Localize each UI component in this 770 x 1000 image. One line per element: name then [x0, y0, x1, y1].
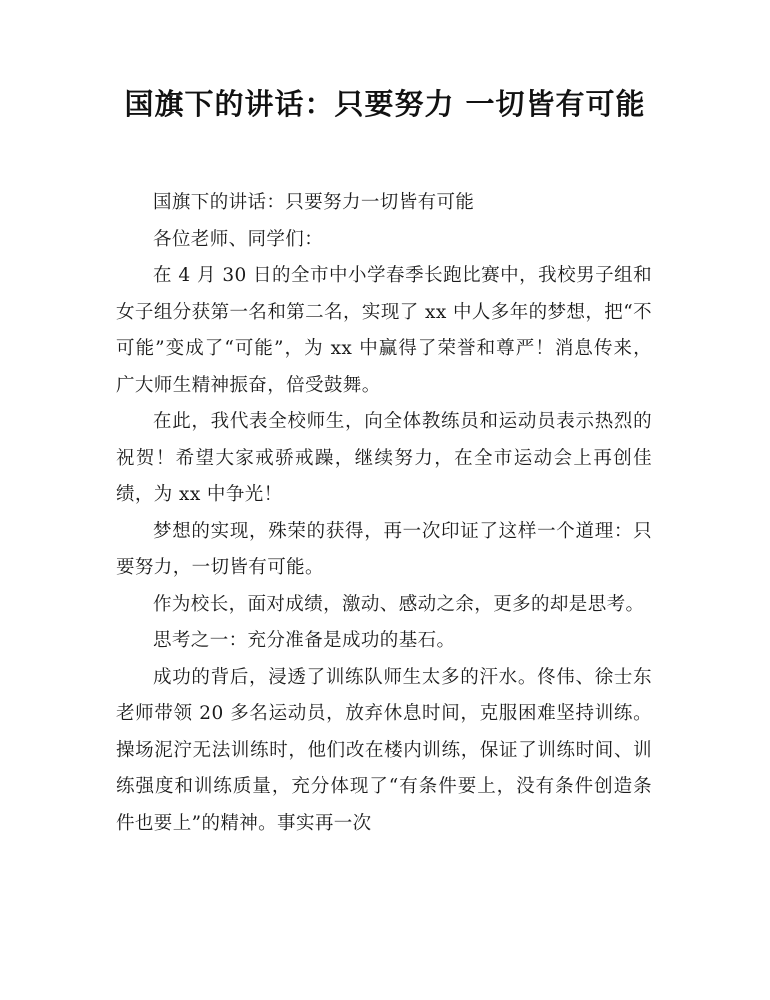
paragraph-congratulations: 在此，我代表全校师生，向全体教练员和运动员表示热烈的祝贺！希望大家戒骄戒躁，继续努力，在全市运动会上再创佳绩，为 xx 中争光！ [116, 411, 652, 505]
document-title: 国旗下的讲话：只要努力 一切皆有可能 [124, 87, 646, 121]
paragraph-thought-one: 思考之一：充分准备是成功的基石。 [153, 630, 456, 651]
paragraph-race-result: 在 4 月 30 日的全市中小学春季长跑比赛中，我校男子组和女子组分获第一名和第二名，实现了 xx 中人多年的梦想，把“不可能”变成了“可能”，为 xx 中赢得了荣誉和尊严！消息传来，广大师生精神振奋，倍受鼓舞。 [116, 265, 652, 396]
paragraph-behind-success: 成功的背后，浸透了训练队师生太多的汗水。佟伟、徐士东老师带领 20 多名运动员，放弃休息时间，克服困难坚持训练。操场泥泞无法训练时，他们改在楼内训练，保证了训练时间、训练强度和训练质量，充分体现了“有条件要上，没有条件创造条件也要上”的精神。事实再一次 [116, 666, 652, 834]
paragraph-principle: 梦想的实现，殊荣的获得，再一次印证了这样一个道理：只要努力，一切皆有可能。 [116, 520, 652, 578]
document-body [116, 185, 652, 842]
paragraph-reflection: 作为校长，面对成绩，激动、感动之余，更多的却是思考。 [153, 593, 645, 615]
paragraph-salutation: 各位老师、同学们： [153, 228, 324, 250]
paragraph-subtitle: 国旗下的讲话：只要努力一切皆有可能 [153, 192, 475, 213]
